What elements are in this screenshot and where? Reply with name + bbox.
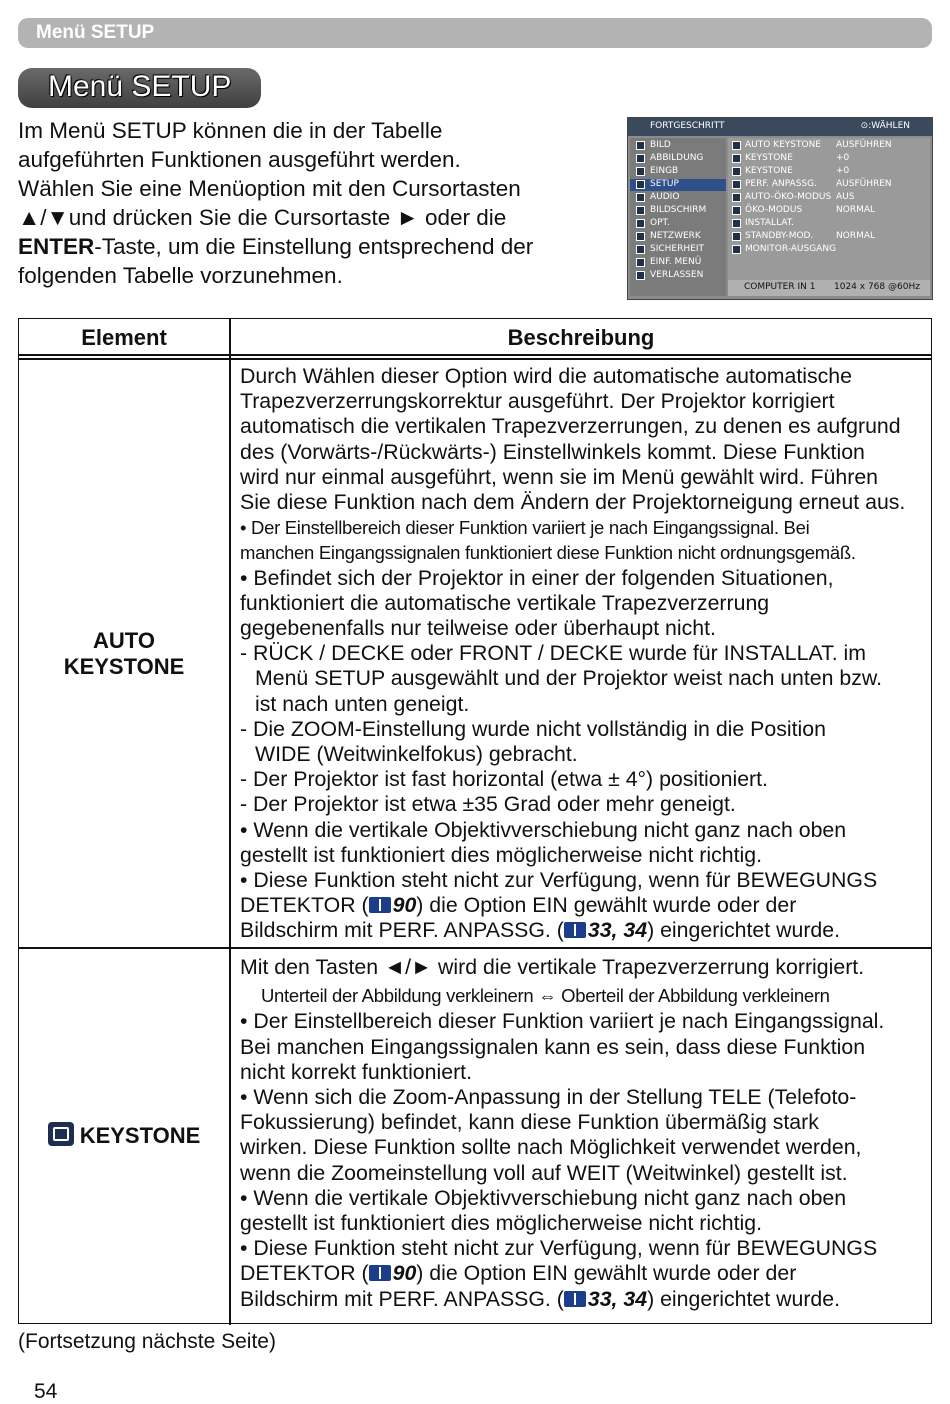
desc-text: ) eingerichtet wurde.: [647, 918, 841, 943]
osd-menu-label: ABBILDUNG: [650, 153, 704, 163]
intro-line: ▲/▼und drücken Sie die Cursortaste ► oder die: [18, 205, 507, 230]
osd-row-value: NORMAL: [836, 231, 876, 241]
osd-menu-item: [630, 257, 726, 269]
intro-line: folgenden Tabelle vorzunehmen.: [18, 263, 343, 288]
desc-text: DETEKTOR (: [240, 1261, 369, 1286]
desc-line: - Der Projektor ist etwa ±35 Grad oder mehr geneigt.: [240, 792, 736, 817]
osd-menu-label: EINF. MENÜ: [650, 257, 702, 267]
osd-row-label: ÖKO-MODUS: [745, 205, 803, 215]
desc-text: DETEKTOR (: [240, 893, 369, 918]
osd-menu-item: [630, 153, 726, 165]
desc-line: nicht korrekt funktioniert.: [240, 1059, 472, 1084]
page-reference[interactable]: 33, 34: [587, 918, 648, 943]
osd-setup-row: [728, 153, 930, 165]
osd-input-source: COMPUTER IN 1: [744, 282, 816, 292]
manual-reference-icon: [369, 897, 391, 913]
desc-line: [240, 1287, 924, 1312]
manual-reference-icon: [564, 1291, 586, 1307]
abbildung-icon: [636, 154, 645, 163]
desc-line: Menü SETUP ausgewählt und der Projektor weist nach unten bzw.: [255, 666, 883, 691]
osd-setup-row: [728, 140, 930, 152]
desc-line: [240, 1261, 924, 1286]
eingb-icon: [636, 167, 645, 176]
element-label: KEYSTONE: [63, 654, 185, 679]
perf-anpassg-icon: [732, 180, 741, 189]
desc-text: Bildschirm mit PERF. ANPASSG. (: [240, 1286, 564, 1311]
osd-menu-label: SETUP: [650, 179, 679, 189]
osd-menu-item: [630, 166, 726, 178]
netzwerk-icon: [636, 232, 645, 241]
desc-line: • Wenn die vertikale Objektivverschiebung nicht ganz nach oben: [240, 817, 847, 842]
osd-menu-label: EINGB: [650, 166, 679, 176]
desc-line: funktioniert die automatische vertikale Trapezverzerrung: [240, 590, 770, 615]
desc-line: Mit den Tasten ◄/► wird die vertikale Trapezverzerrung korrigiert.: [240, 955, 865, 979]
osd-setup-row: [728, 166, 930, 178]
section-header-bar: [18, 18, 932, 48]
column-header-description: Beschreibung: [507, 325, 655, 350]
desc-line: gestellt ist funktioniert dies möglicherweise nicht richtig.: [240, 1211, 763, 1236]
desc-line: wenn die Zoomeinstellung voll auf WEIT (Weitwinkel) gestellt ist.: [240, 1160, 848, 1185]
osd-menu-label: NETZWERK: [650, 231, 701, 241]
desc-text: Bildschirm mit PERF. ANPASSG. (: [240, 918, 564, 943]
desc-line: • Wenn sich die Zoom-Anpassung in der Stellung TELE (Telefoto-: [240, 1085, 857, 1110]
bild-icon: [636, 141, 645, 150]
desc-note: Unterteil der Abbildung verkleinern ⇔ Oberteil der Abbildung verkleinern: [261, 985, 830, 1007]
desc-line: Durch Wählen dieser Option wird die automatische automatische: [240, 364, 852, 388]
osd-row-value: +0: [836, 166, 850, 176]
desc-line: wird nur einmal ausgeführt, wenn sie im Menü gewählt wird. Führen: [240, 464, 879, 489]
keystone-horizontal-icon: [732, 167, 741, 176]
osd-row-value: NORMAL: [836, 205, 876, 215]
desc-line: • Diese Funktion steht nicht zur Verfügung, wenn für BEWEGUNGS: [240, 1236, 878, 1261]
section-header-label: Menü SETUP: [36, 22, 155, 43]
osd-menu-label: OPT.: [650, 218, 670, 228]
page-reference[interactable]: 33, 34: [587, 1286, 648, 1311]
osd-row-value: AUS: [836, 192, 855, 202]
osd-menu-item: [630, 270, 726, 282]
standby-icon: [732, 232, 741, 241]
desc-text: ) eingerichtet wurde.: [647, 1286, 841, 1311]
audio-icon: [636, 193, 645, 202]
installation-icon: [732, 219, 741, 228]
table-divider: [229, 319, 231, 1325]
row-element-keystone: [19, 1122, 229, 1149]
osd-menu-item: [630, 231, 726, 243]
table-divider: [19, 354, 931, 356]
osd-row-label: AUTO-ÖKO-MODUS: [745, 192, 832, 202]
desc-line: - RÜCK / DECKE oder FRONT / DECKE wurde für INSTALLAT. im: [240, 641, 867, 666]
osd-title-bar: [628, 118, 932, 136]
table-divider: [19, 947, 931, 949]
desc-line: [240, 893, 924, 918]
continued-note: (Fortsetzung nächste Seite): [18, 1330, 276, 1353]
osd-row-value: +0: [836, 153, 850, 163]
sicherheit-icon: [636, 245, 645, 254]
osd-menu-label: BILD: [650, 140, 671, 150]
osd-menu-label: BILDSCHIRM: [650, 205, 707, 215]
osd-menu-item: [630, 205, 726, 217]
enter-key-label: ENTER: [18, 234, 95, 259]
osd-row-value: AUSFÜHREN: [836, 140, 892, 150]
osd-row-label: KEYSTONE: [745, 153, 793, 163]
osd-row-label: INSTALLAT.: [745, 218, 795, 228]
desc-line: WIDE (Weitwinkelfokus) gebracht.: [255, 742, 578, 767]
page-title-pill: [18, 68, 261, 108]
manual-reference-icon: [564, 922, 586, 938]
osd-status-bar: [728, 280, 930, 296]
element-label: AUTO: [93, 628, 155, 653]
osd-menu-label: SICHERHEIT: [650, 244, 704, 254]
einf-menu-icon: [636, 258, 645, 267]
bildschirm-icon: [636, 206, 645, 215]
auto-eco-icon: [732, 193, 741, 202]
page-number: 54: [34, 1380, 58, 1403]
row-description-auto-keystone: [240, 364, 924, 944]
osd-resolution: 1024 x 768 @60Hz: [834, 282, 920, 292]
osd-setup-row: [728, 244, 930, 256]
desc-line: • Der Einstellbereich dieser Funktion variiert je nach Eingangssignal.: [240, 1009, 885, 1034]
intro-line: [18, 232, 608, 261]
monitor-out-icon: [732, 245, 741, 254]
opt-icon: [636, 219, 645, 228]
manual-reference-icon: [369, 1265, 391, 1281]
desc-line: - Die ZOOM-Einstellung wurde nicht vollständig in die Position: [240, 716, 826, 741]
desc-line: Trapezverzerrungskorrektur ausgeführt. Der Projektor korrigiert: [240, 389, 835, 414]
osd-title: FORTGESCHRITT: [650, 121, 725, 131]
setup-table: [18, 318, 932, 1324]
desc-line: ist nach unten geneigt.: [255, 691, 470, 716]
row-description-keystone: [240, 955, 924, 1312]
desc-line: • Wenn die vertikale Objektivverschiebung nicht ganz nach oben: [240, 1185, 847, 1210]
column-header-element: Element: [81, 325, 167, 350]
desc-line: des (Vorwärts-/Rückwärts-) Einstellwinkels kommt. Diese Funktion: [240, 439, 865, 464]
intro-text: [18, 116, 608, 290]
row-element-auto-keystone: [19, 628, 229, 680]
osd-menu-item: [630, 218, 726, 230]
page-title: Menü SETUP: [48, 70, 232, 103]
intro-line: Im Menü SETUP können die in der Tabelle: [18, 118, 443, 143]
desc-line: • Befindet sich der Projektor in einer der folgenden Situationen,: [240, 565, 834, 590]
osd-menu-item: [630, 244, 726, 256]
desc-note: manchen Eingangssignalen funktioniert diese Funktion nicht ordnungsgemäß.: [240, 542, 856, 564]
osd-row-value: AUSFÜHREN: [836, 179, 892, 189]
osd-setup-row: [728, 205, 930, 217]
osd-row-label: KEYSTONE: [745, 166, 793, 176]
osd-setup-row: [728, 179, 930, 191]
intro-line: Wählen Sie eine Menüoption mit den Cursortasten: [18, 176, 521, 201]
desc-text: ) die Option EIN gewählt wurde oder der: [416, 1261, 797, 1286]
osd-setup-row: [728, 192, 930, 204]
osd-setup-row: [728, 231, 930, 243]
desc-line: [240, 918, 924, 943]
osd-menu-label: VERLASSEN: [650, 270, 704, 280]
desc-line: - Der Projektor ist fast horizontal (etwa ± 4°) positioniert.: [240, 767, 768, 792]
desc-line: wirken. Diese Funktion sollte nach Möglichkeit verwendet werden,: [240, 1135, 862, 1160]
osd-menu-item: [630, 140, 726, 152]
projector-menu-screenshot: [627, 117, 933, 300]
osd-row-label: PERF. ANPASSG.: [745, 179, 817, 189]
osd-row-label: AUTO KEYSTONE: [745, 140, 821, 150]
table-divider: [19, 358, 931, 360]
desc-line: Fokussierung) befindet, kann diese Funktion übermäßig stark: [240, 1110, 819, 1135]
element-label: KEYSTONE: [79, 1123, 201, 1148]
page-reference[interactable]: 90: [392, 893, 417, 918]
osd-menu-item: [630, 192, 726, 204]
keystone-vertical-icon: [732, 154, 741, 163]
desc-line: Sie diese Funktion nach dem Ändern der Projektorneigung erneut aus.: [240, 490, 906, 515]
desc-line: gestellt ist funktioniert dies möglicherweise nicht richtig.: [240, 842, 763, 867]
osd-select-hint: ⊙:WÄHLEN: [860, 121, 910, 131]
intro-line-rest: -Taste, um die Einstellung entsprechend der: [94, 234, 534, 259]
desc-text: ) die Option EIN gewählt wurde oder der: [416, 893, 797, 918]
desc-line: • Diese Funktion steht nicht zur Verfügung, wenn für BEWEGUNGS: [240, 868, 878, 893]
desc-line: Bei manchen Eingangssignalen kann es sein, dass diese Funktion: [240, 1034, 866, 1059]
setup-icon: [636, 180, 645, 189]
osd-row-label: MONITOR-AUSGANG: [745, 244, 837, 254]
osd-row-label: STANDBY-MOD.: [745, 231, 814, 241]
intro-line: aufgeführten Funktionen ausgeführt werden.: [18, 147, 461, 172]
osd-setup-items: [728, 138, 930, 296]
auto-keystone-icon: [732, 141, 741, 150]
desc-line: gegebenenfalls nur teilweise oder überhaupt nicht.: [240, 616, 716, 641]
verlassen-icon: [636, 271, 645, 280]
desc-line: automatisch die vertikalen Trapezverzerrungen, zu denen es aufgrund: [240, 414, 901, 439]
osd-menu-item-selected: [630, 179, 726, 191]
page-reference[interactable]: 90: [392, 1261, 417, 1286]
eco-mode-icon: [732, 206, 741, 215]
osd-setup-row: [728, 218, 930, 230]
osd-menu-list: [630, 138, 726, 296]
keystone-icon: [48, 1122, 74, 1146]
osd-menu-label: AUDIO: [650, 192, 680, 202]
desc-note: • Der Einstellbereich dieser Funktion variiert je nach Eingangssignal. Bei: [240, 517, 810, 539]
